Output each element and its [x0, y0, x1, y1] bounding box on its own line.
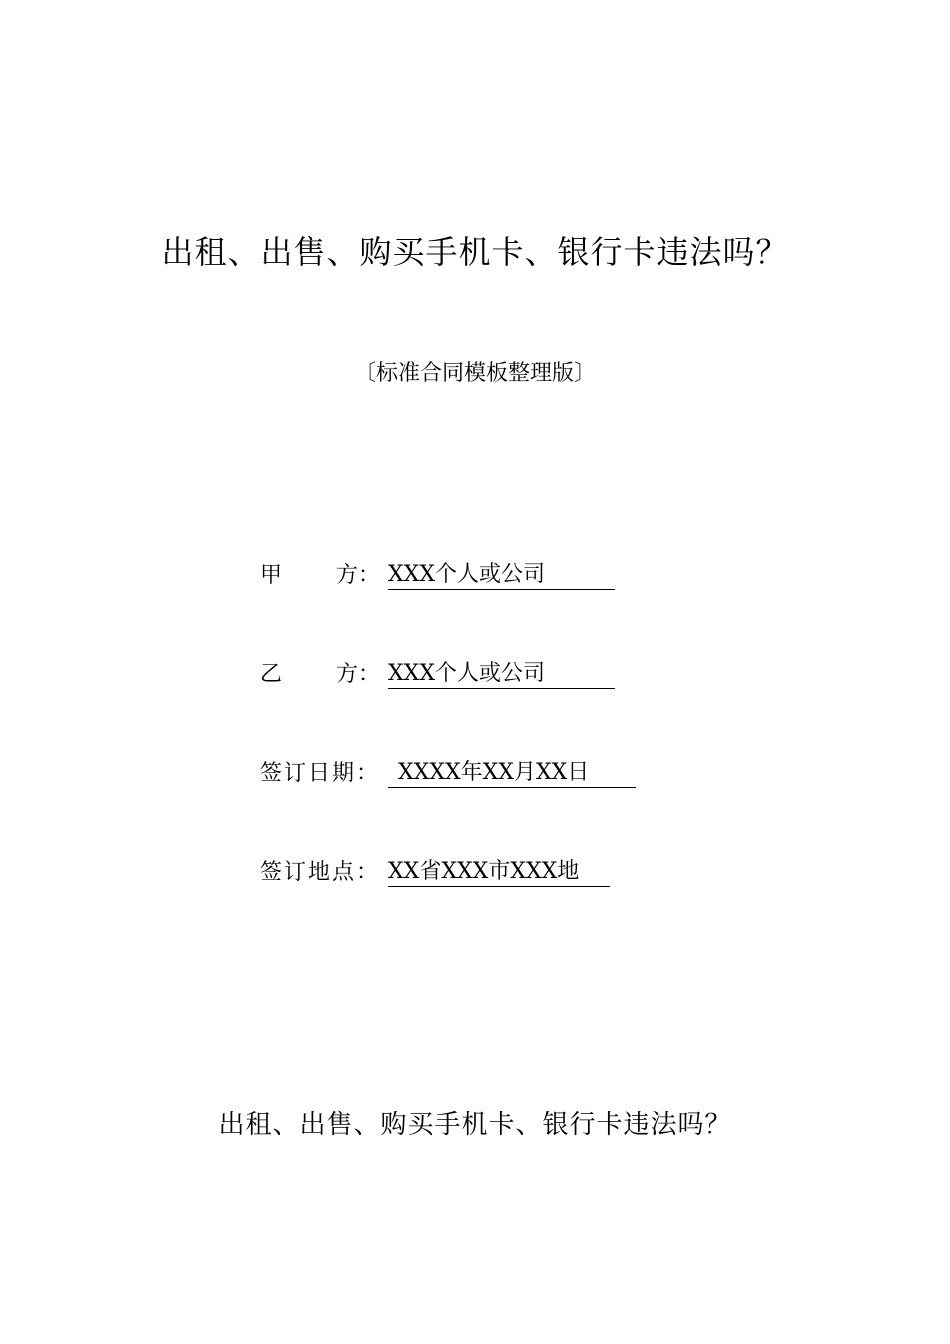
document-title: 出租、出售、购买手机卡、银行卡违法吗？ — [161, 233, 789, 271]
party-a-label-suffix: 方： — [336, 563, 381, 588]
party-b-field — [260, 659, 615, 691]
party-b-label — [260, 659, 388, 691]
document-subtitle: 〔标准合同模板整理版〕 — [353, 361, 596, 386]
party-a-field — [260, 560, 615, 592]
signing-date-value: XXXX年XX月XX日 — [388, 758, 636, 788]
section-title: 出租、出售、购买手机卡、银行卡违法吗？ — [218, 1110, 732, 1140]
signing-place-value: XX省XXX市XXX地 — [388, 857, 610, 887]
party-a-label-char: 甲 — [260, 563, 283, 588]
signing-date-label: 签订日期： — [260, 761, 381, 786]
party-b-value: XXX个人或公司 — [388, 659, 615, 689]
party-b-label-suffix: 方： — [336, 662, 381, 687]
party-b-label-char: 乙 — [260, 662, 283, 687]
signing-date-field — [260, 758, 636, 790]
signing-place-field — [260, 857, 610, 889]
signing-place-label: 签订地点： — [260, 860, 381, 885]
party-a-label — [260, 560, 388, 592]
party-a-value: XXX个人或公司 — [388, 560, 615, 590]
